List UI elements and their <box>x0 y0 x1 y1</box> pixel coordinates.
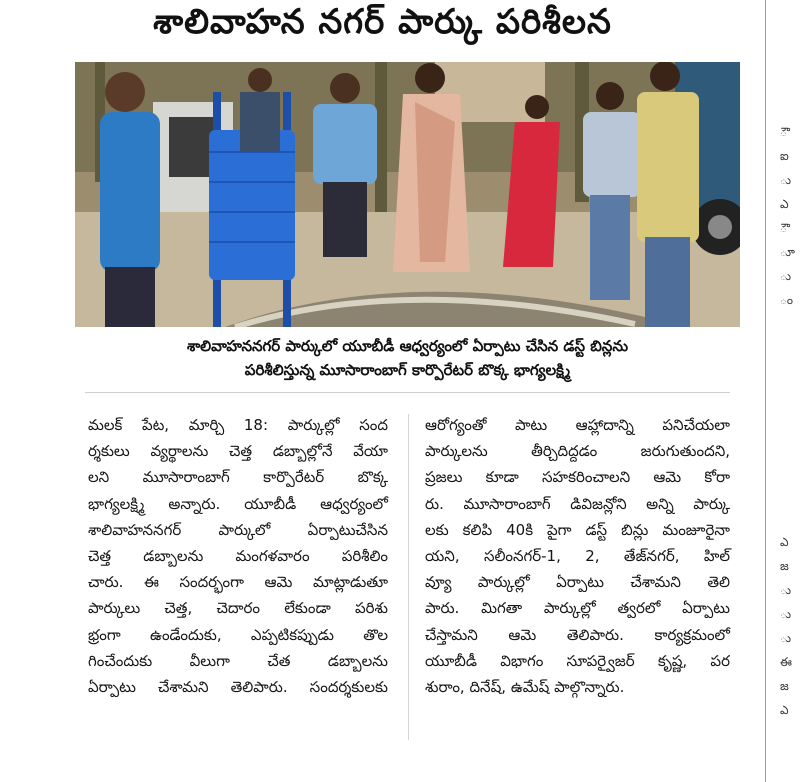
fragment: ు <box>780 631 792 645</box>
text-line: మలక్ పేట, మార్చి 18: పార్కుల్లో సంద <box>88 416 388 434</box>
fragment: జ <box>780 679 789 693</box>
fragment: ఐ <box>780 149 789 163</box>
fragment: జ <box>780 559 789 573</box>
text-line: ర్శకులు వ్యర్థాలను చెత్త డబ్బాల్లోనే వేయా <box>88 442 388 461</box>
article-right-column <box>425 412 730 700</box>
text-line: శురాం, దినేష్, ఉమేష్ పాల్గొన్నారు. <box>425 678 625 697</box>
photo-caption <box>75 334 740 382</box>
headline: శాలివాహన నగర్ పార్కు పరిశీలన <box>153 2 612 42</box>
text-line: పార్కులు చెత్త, చెదారం లేకుండా పరిశు <box>88 599 388 618</box>
page-edge <box>765 0 766 782</box>
fragment: ు <box>780 607 792 621</box>
text-line: చారు. ఈ సందర్భంగా ఆమె మాట్లాడుతూ <box>88 573 388 592</box>
adjacent-column-top <box>780 120 800 312</box>
fragment: ఎ <box>780 197 789 211</box>
text-line: ఏర్పాటు చేశామని తెలిపారు. సందర్శకులకు <box>88 678 388 697</box>
fragment: ు <box>780 173 792 187</box>
fragment: ఎ <box>780 703 789 717</box>
column-divider <box>408 414 409 740</box>
text-line: ఆరోగ్యంతో పాటు ఆహ్లాదాన్ని పనిచేయలా <box>425 416 730 434</box>
fragment: ు <box>780 269 792 283</box>
text-line: గించేందుకు వీలుగా చేత డబ్బాలను <box>88 651 388 670</box>
text-line: రు. మూసారాంబాగ్ డివిజన్లోని అన్ని పార్కు <box>425 494 730 513</box>
text-line: లకు కలిపి 40కి పైగా డస్ట్ బిన్లు మంజూరైనా <box>425 520 730 539</box>
news-photo <box>75 62 740 327</box>
fragment: ౌ <box>780 125 787 139</box>
fragment: ౌ <box>780 221 787 235</box>
text-line: చెత్త డబ్బాలను మంగళవారం పరిశీలిం <box>88 547 388 566</box>
text-line: ప్రజలు కూడా సహకరించాలని ఆమె కోరా <box>425 468 730 487</box>
fragment: ఎ <box>780 535 789 549</box>
caption-line: పరిశీలిస్తున్న మూసారాంబాగ్ కార్పొరేటర్ బొక్క భాగ్యలక్ష్మి <box>244 361 571 379</box>
fragment: ు <box>780 583 792 597</box>
text-line: చేస్తామని ఆమె తెలిపారు. కార్యక్రమంలో <box>425 625 730 644</box>
adjacent-column-bottom <box>780 530 800 722</box>
photo-icon <box>75 62 740 327</box>
caption-line: శాలివాహననగర్ పార్కులో యూబీడీ ఆధ్వర్యంలో ఏర్పాటు చేసిన డస్ట్ బిన్లను <box>186 337 629 355</box>
text-line: భాగ్యలక్ష్మి అన్నారు. యూబీడీ ఆధ్వర్యంలో <box>88 494 388 513</box>
text-line: యూబీడీ విభాగం సూపర్వైజర్ కృష్ణ, పర <box>425 651 730 670</box>
fragment: ూ <box>780 245 795 259</box>
text-line: శాలివాహననగర్ పార్కులో ఏర్పాటుచేసిన <box>88 520 388 539</box>
text-line: యని, సలీంనగర్-1, 2, తేజ్‌నగర్, హిల్ <box>425 547 730 566</box>
article-left-column <box>88 412 388 700</box>
text-line: పారు. మిగతా పార్కుల్లో త్వరలో ఏర్పాటు <box>425 599 730 618</box>
text-line: లని మూసారాంబాగ్ కార్పొరేటర్ బొక్క <box>88 468 388 487</box>
fragment: ం <box>780 293 794 307</box>
fragment: ఈ <box>780 655 792 669</box>
text-line: భ్రంగా ఉండేందుకు, ఎప్పటికప్పుడు తొల <box>88 625 388 644</box>
text-line: వ్యూ పార్కుల్లో ఏర్పాటు చేశామని తెలి <box>425 573 730 592</box>
caption-rule <box>85 392 730 393</box>
text-line: పార్కులను తీర్చిదిద్దడం జరుగుతుందని, <box>425 442 730 461</box>
